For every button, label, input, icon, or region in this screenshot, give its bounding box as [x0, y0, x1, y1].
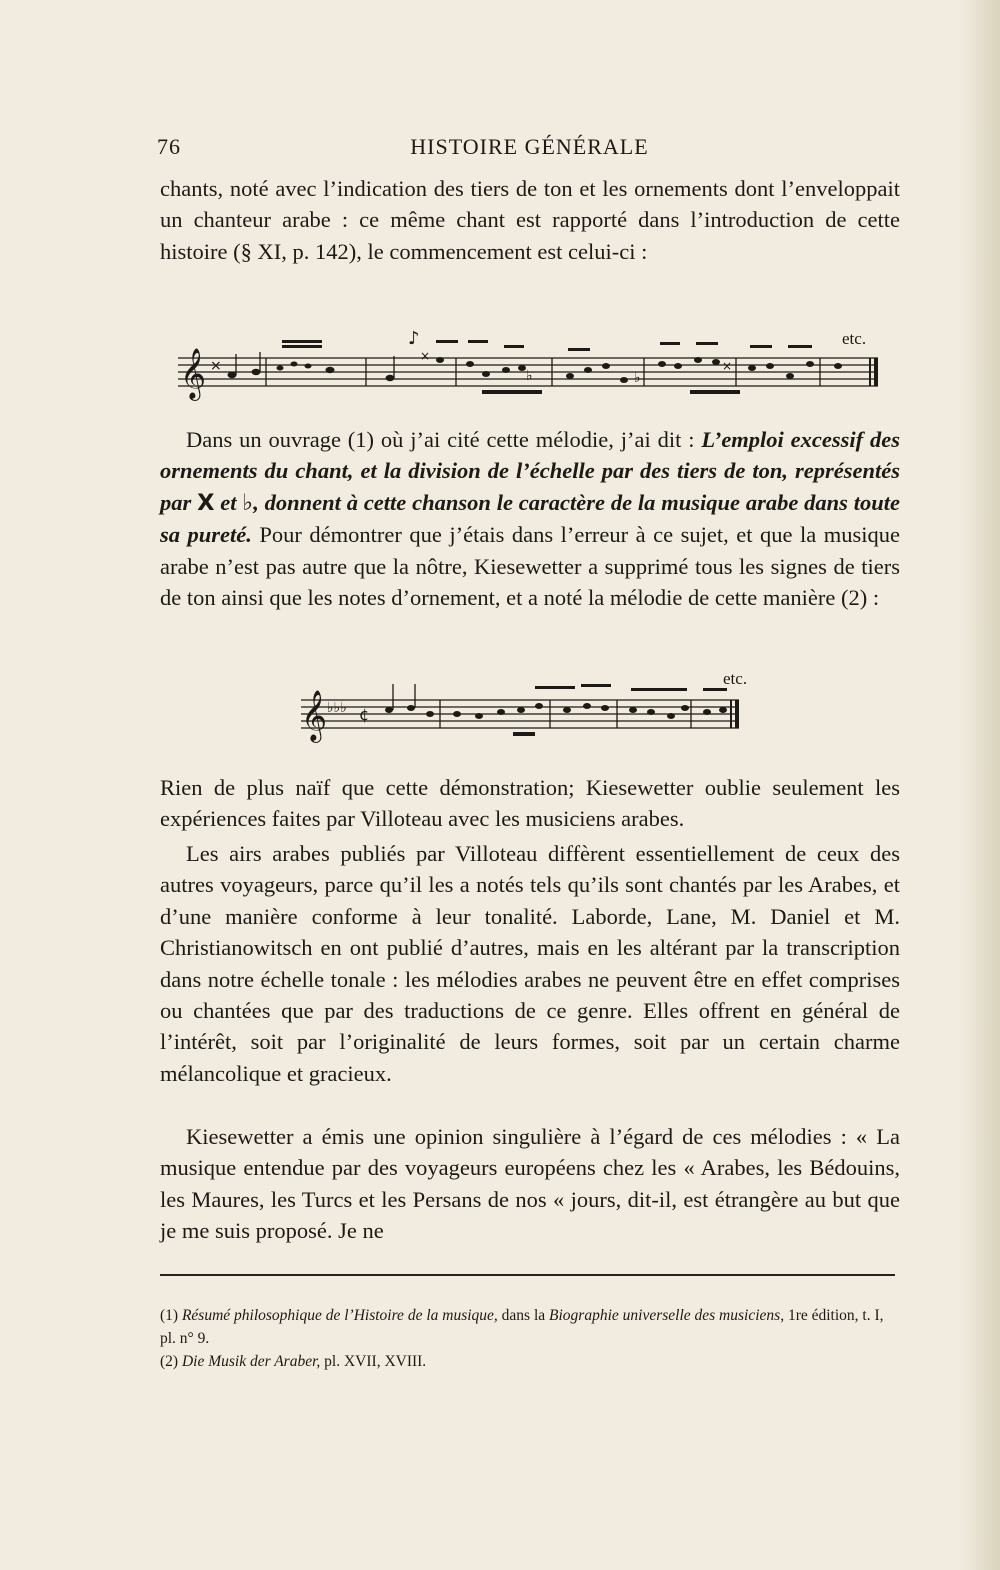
paragraph-4-text: Les airs arabes publiés par Villoteau diffèrent essentiellement de ceux des autres voyageurs, parce qu’il les a notés tels qu’ils sont chantés par les Arabes, et d’une manière conforme à leur tonalité. Laborde, Lane, M. Daniel et M. Christianowitsch en ont publié d’autres, mais en les altérant par la transcription dans notre échelle tonale : les mélodies arabes ne peuvent être en effet comprises ou chantées que par des traductions de ce genre. Elles offrent en général de l’intérêt, soit par l’originalité de leurs formes, soit par un certain charme mélancolique et gracieux.	[160, 841, 900, 1086]
music-example-2	[295, 670, 765, 750]
paragraph-2-quote-et: et	[214, 489, 243, 515]
footnotes	[160, 1304, 900, 1373]
svg-text:♭♭♭: ♭♭♭	[327, 700, 347, 716]
svg-text:×: ×	[420, 349, 431, 363]
music-example-1	[170, 330, 890, 410]
page-header	[157, 134, 902, 164]
footnote-1-mid: dans la	[497, 1307, 550, 1324]
third-tone-flat-symbol: ♭	[242, 489, 254, 516]
paragraph-4	[160, 838, 900, 1089]
svg-text:𝄞: 𝄞	[301, 690, 328, 741]
footnote-1-marker: (1)	[160, 1307, 182, 1324]
footnote-1-title: Résumé philosophique de l’Histoire de la musique,	[181, 1307, 498, 1324]
footnote-rule	[160, 1274, 895, 1276]
paragraph-1-text: chants, noté avec l’indication des tiers de ton et les ornements dont l’enveloppait un chanteur arabe : ce même chant est rapporté dans l’introduction de cette histoire (§ XI, p. 142), le commencement est celui-ci :	[160, 176, 900, 264]
paragraph-2-rest: Pour démontrer que j’étais dans l’erreur à ce sujet, et que la musique arabe n’est pas autre que la nôtre, Kiesewetter a supprimé tous les signes de tiers de ton ainsi que les notes d’ornement, et a noté la mélodie de cette manière (2) :	[160, 522, 900, 611]
footnote-1-rest: 1re édition, t. I, pl. n° 9.	[160, 1307, 884, 1347]
footnote-2-title: Die Musik der Araber,	[181, 1353, 321, 1370]
paragraph-3	[160, 772, 900, 835]
running-title: HISTOIRE GÉNÉRALE	[410, 134, 649, 159]
music-2-etc: etc.	[723, 670, 748, 688]
svg-text:♭: ♭	[634, 370, 641, 386]
svg-text:𝄞: 𝄞	[180, 348, 207, 399]
paragraph-2-intro: Dans un ouvrage (1) où j’ai cité cette mélodie, j’ai dit :	[186, 427, 702, 452]
svg-text:¢: ¢	[359, 705, 370, 724]
paragraph-3-text: Rien de plus naïf que cette démonstration; Kiesewetter oublie seulement les expériences faites par Villoteau avec les musiciens arabes.	[160, 775, 900, 832]
paragraph-2	[160, 424, 900, 613]
page-edge-shadow	[960, 0, 1000, 1570]
paragraph-1	[160, 173, 900, 267]
footnote-2	[160, 1350, 900, 1373]
paragraph-2-quote-b: , donnent à cette chanson le caractère de la musique arabe dans toute sa pureté.	[160, 489, 900, 548]
page-number: 76	[157, 134, 181, 159]
footnote-1	[160, 1304, 900, 1350]
svg-text:♭: ♭	[526, 368, 533, 384]
paragraph-2-quote-a: L’emploi excessif des ornements du chant, et la division de l’échelle par des tiers de ton, représentés par	[160, 427, 900, 515]
paragraph-2-text	[160, 424, 900, 613]
svg-text:×: ×	[210, 358, 222, 374]
svg-text:×: ×	[722, 359, 733, 373]
footnote-2-rest: pl. XVII, XVIII.	[320, 1353, 427, 1370]
footnote-1-title2: Biographie universelle des musiciens,	[549, 1307, 785, 1324]
svg-text:♪: ♪	[408, 330, 420, 349]
paragraph-5	[160, 1121, 900, 1247]
paragraph-5-text: Kiesewetter a émis une opinion singulière à l’égard de ces mélodies : « La musique entendue par des voyageurs européens chez les « Arabes, les Bédouins, les Maures, les Turcs et les Persans de nos « jours, dit-il, est étrangère au but que je me suis proposé. Je ne	[160, 1124, 900, 1244]
music-1-etc: etc.	[842, 330, 867, 348]
footnote-2-marker: (2)	[160, 1353, 182, 1370]
third-tone-sharp-symbol: X	[197, 489, 215, 516]
